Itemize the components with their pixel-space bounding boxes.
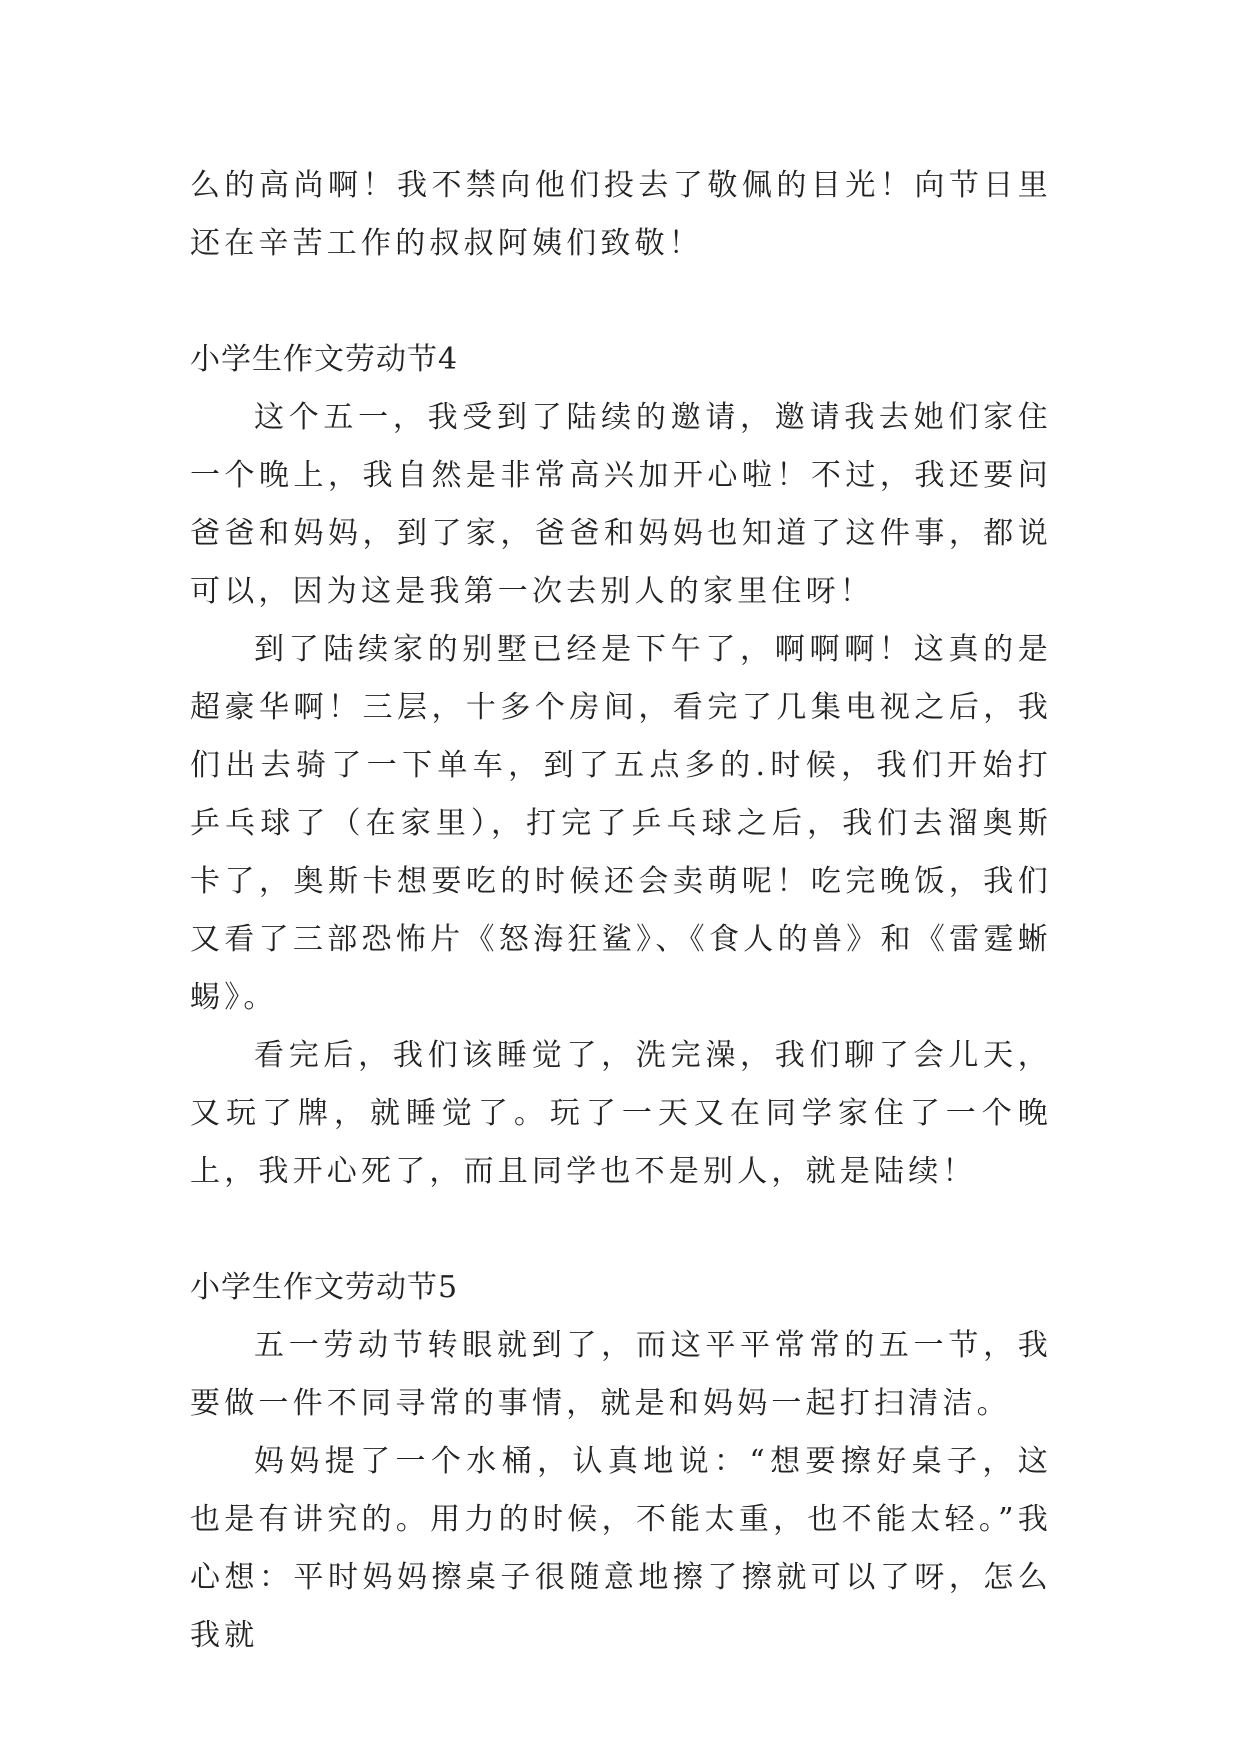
section-title: 小学生作文劳动节4 — [190, 342, 459, 377]
body-paragraph: 五一劳动节转眼就到了，而这平平常常的五一节，我要做一件不同寻常的事情，就是和妈妈一起打扫清洁。 — [190, 1328, 1052, 1421]
section-title: 小学生作文劳动节5 — [190, 1270, 459, 1305]
document-body — [190, 157, 1052, 1665]
section-spacer — [190, 273, 1052, 331]
body-paragraph: 这个五一，我受到了陆续的邀请，邀请我去她们家住一个晚上，我自然是非常高兴加开心啦！不过，我还要问爸爸和妈妈，到了家，爸爸和妈妈也知道了这件事，都说可以，因为这是我第一次去别人的家里住呀！ — [190, 400, 1052, 609]
body-paragraph: 妈妈提了一个水桶，认真地说：“想要擦好桌子，这也是有讲究的。用力的时候，不能太重，也不能太轻。”我心想：平时妈妈擦桌子很随意地擦了擦就可以了呀，怎么我就 — [190, 1444, 1052, 1653]
body-paragraph: 到了陆续家的别墅已经是下午了，啊啊啊！这真的是超豪华啊！三层，十多个房间，看完了几集电视之后，我们出去骑了一下单车，到了五点多的.时候，我们开始打乒乓球了（在家里），打完了乒乓球之后，我们去溜奥斯卡了，奥斯卡想要吃的时候还会卖萌呢！吃完晚饭，我们又看了三部恐怖片《怒海狂鲨》、《食人的兽》和《雷霆蜥蜴》。 — [190, 632, 1052, 1015]
body-paragraph: 看完后，我们该睡觉了，洗完澡，我们聊了会儿天，又玩了牌，就睡觉了。玩了一天又在同学家住了一个晚上，我开心死了，而且同学也不是别人，就是陆续！ — [190, 1038, 1052, 1189]
section-spacer — [190, 1201, 1052, 1259]
intro-paragraph: 么的高尚啊！我不禁向他们投去了敬佩的目光！向节日里还在辛苦工作的叔叔阿姨们致敬！ — [190, 168, 1052, 261]
